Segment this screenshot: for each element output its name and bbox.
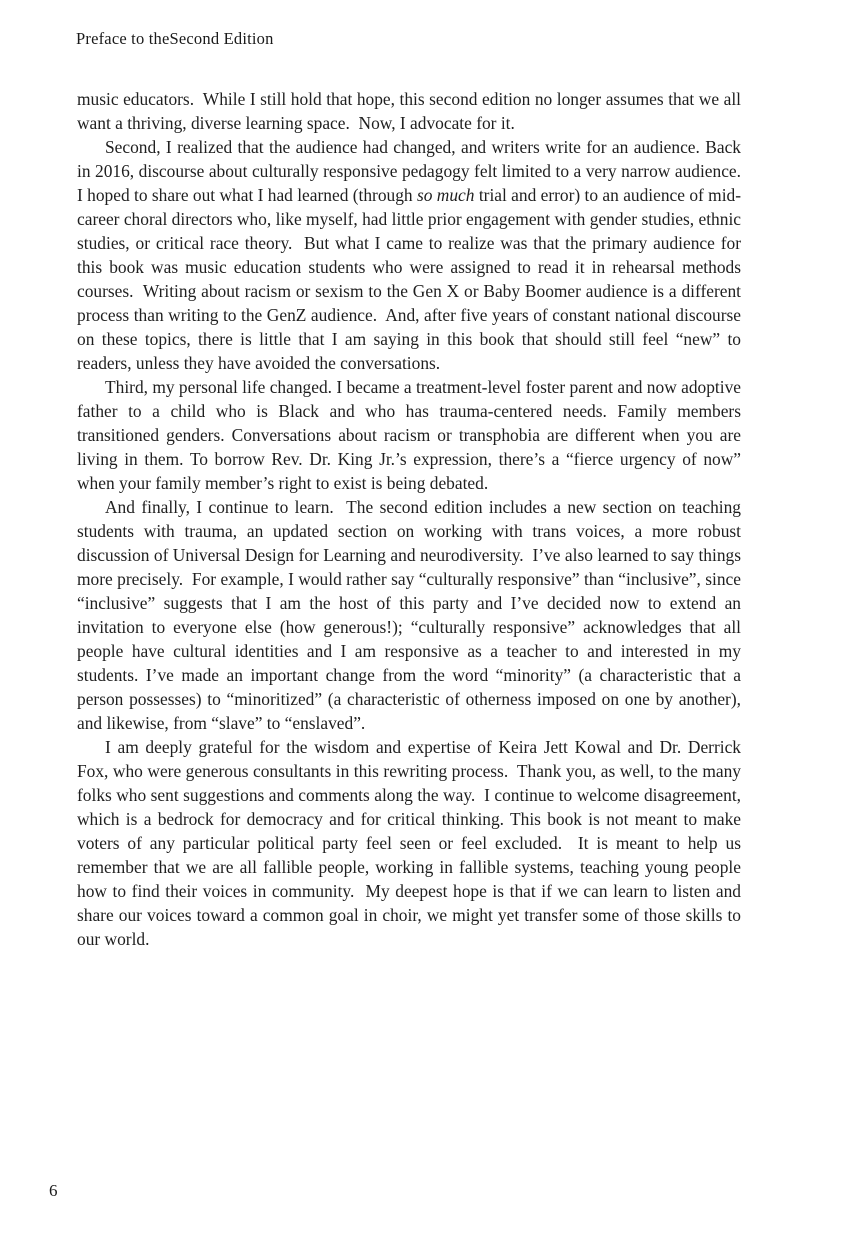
paragraph — [77, 135, 750, 375]
italic-phrase: so much — [416, 185, 475, 205]
paragraph-text: Second, I realized that the audience had changed, and writers write for an audience. Back in 2016, discourse about culturally responsive pedagogy felt limited to a very narrow audience. I hoped to share out what I had learned (through — [77, 137, 750, 205]
paragraph — [77, 495, 746, 735]
paragraph-text: trial and error) to an audience of mid-career choral directors who, like myself, had little prior engagement with gender studies, ethnic studies, or critical race theory. But what I came to realize was that the primary audience for this book was music education students who were assigned to read it in rehearsal methods courses. Writing about racism or sexism to the Gen X or Baby Boomer audience is a different process than writing to the GenZ audience. And, after five years of constant national discourse on these topics, there is little that I am saying in this book that should still feel “new” to readers, unless they have avoided the conversations. — [77, 185, 746, 373]
paragraph — [77, 375, 746, 495]
paragraph-text: music educators. While I still hold that hope, this second edition no longer assumes that we all want a thriving, diverse learning space. Now, I advocate for it. — [77, 89, 746, 133]
paragraph-text: Third, my personal life changed. I became a treatment-level foster parent and now adoptive father to a child who is Black and who has trauma-centered needs. Family members transitioned genders. Conversations about racism or transphobia are different when you are living in them. To borrow Rev. Dr. King Jr.’s expression, there’s a “fierce urgency of now” when your family member’s right to exist is being debated. — [77, 377, 746, 493]
paragraph — [77, 87, 746, 135]
running-header: Preface to theSecond Edition — [76, 29, 274, 48]
page-number: 6 — [49, 1181, 58, 1200]
paragraph-text: I am deeply grateful for the wisdom and expertise of Keira Jett Kowal and Dr. Derrick Fox, who were generous consultants in this rewriting process. Thank you, as well, to the many folks who sent suggestions and comments along the way. I continue to welcome disagreement, which is a bedrock for democracy and for critical thinking. This book is not meant to make voters of any particular political party feel seen or feel excluded. It is meant to help us remember that we are all fallible people, working in fallible systems, teaching young people how to find their voices in community. My deepest hope is that if we can learn to listen and share our voices toward a common goal in choir, we might yet transfer some of those skills to our world. — [77, 737, 746, 949]
page-body — [77, 87, 750, 951]
paragraph — [77, 735, 746, 951]
paragraph-text: And finally, I continue to learn. The second edition includes a new section on teaching students with trauma, an updated section on working with trans voices, a more robust discussion of Universal Design for Learning and neurodiversity. I’ve also learned to say things more precisely. For example, I would rather say “culturally responsive” than “inclusive”, since “inclusive” suggests that I am the host of this party and I’ve decided now to extend an invitation to everyone else (how generous!); “culturally responsive” acknowledges that all people have cultural identities and I am responsive as a teacher to and interested in my students. I’ve made an important change from the word “minority” (a characteristic that a person possesses) to “minoritized” (a characteristic of otherness imposed on one by another), and likewise, from “slave” to “enslaved”. — [77, 497, 746, 733]
